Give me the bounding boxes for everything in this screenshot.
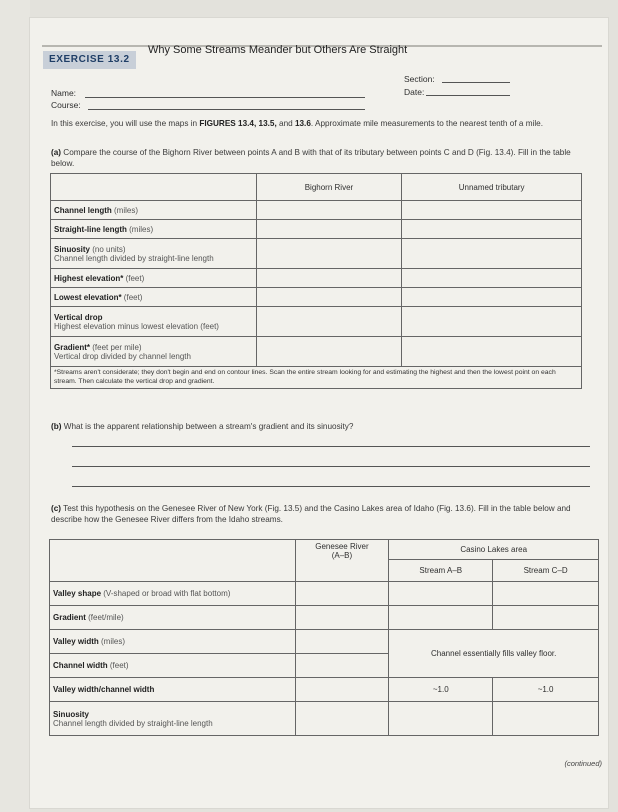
input-cell[interactable] bbox=[295, 606, 389, 630]
input-cell[interactable] bbox=[256, 239, 402, 269]
table-row bbox=[51, 307, 582, 337]
input-cell[interactable] bbox=[295, 702, 389, 736]
course-line[interactable] bbox=[88, 109, 365, 110]
part-c-col-casino: Casino Lakes area bbox=[389, 540, 599, 560]
part-c-col-stream-ab: Stream A–B bbox=[389, 560, 493, 582]
table-row bbox=[50, 606, 599, 630]
part-a-prompt: (a) Compare the course of the Bighorn River between points A and B with that of its tributary between points C and D (Fig. 13.4). Fill in the table below. bbox=[51, 148, 571, 168]
part-c-table bbox=[49, 539, 599, 736]
row-label: Sinuosity (no units) Channel length divided by straight-line length bbox=[51, 239, 257, 269]
row-label: Gradient* (feet per mile) Vertical drop divided by channel length bbox=[51, 337, 257, 367]
row-label: Highest elevation* (feet) bbox=[51, 269, 257, 288]
row-label: Valley shape (V-shaped or broad with flat bottom) bbox=[50, 582, 296, 606]
part-c-prompt: (c) Test this hypothesis on the Genesee River of New York (Fig. 13.5) and the Casino Lakes area of Idaho (Fig. 13.6). Fill in the table below and describe how the Genesee River differs from the Idaho streams. bbox=[51, 504, 571, 524]
answer-line[interactable] bbox=[72, 446, 590, 447]
input-cell[interactable] bbox=[295, 678, 389, 702]
part-a-header-blank bbox=[51, 174, 257, 201]
table-row bbox=[51, 337, 582, 367]
exercise-title: Why Some Streams Meander but Others Are Straight bbox=[148, 44, 408, 56]
row-label: Vertical drop Highest elevation minus lowest elevation (feet) bbox=[51, 307, 257, 337]
input-cell[interactable] bbox=[402, 288, 582, 307]
row-label: Channel length (miles) bbox=[51, 201, 257, 220]
part-c-col-genesee: Genesee River (A–B) bbox=[295, 540, 389, 582]
row-label: Valley width (miles) bbox=[50, 630, 296, 654]
table-row bbox=[50, 582, 599, 606]
table-row bbox=[51, 269, 582, 288]
merged-note-cell: Channel essentially fills valley floor. bbox=[389, 630, 599, 678]
input-cell[interactable] bbox=[402, 220, 582, 239]
table-row bbox=[50, 630, 599, 654]
part-a-col-tributary: Unnamed tributary bbox=[402, 174, 582, 201]
input-cell[interactable] bbox=[295, 654, 389, 678]
input-cell[interactable] bbox=[256, 269, 402, 288]
ratio-value-cd: ~1.0 bbox=[493, 678, 599, 702]
section-label: Section: bbox=[404, 74, 435, 84]
input-cell[interactable] bbox=[389, 702, 493, 736]
exercise-number: EXERCISE 13.2 bbox=[43, 51, 136, 69]
course-label: Course: bbox=[51, 100, 81, 110]
section-line[interactable] bbox=[442, 82, 510, 83]
input-cell[interactable] bbox=[402, 239, 582, 269]
input-cell[interactable] bbox=[493, 582, 599, 606]
input-cell[interactable] bbox=[402, 307, 582, 337]
row-label: Straight-line length (miles) bbox=[51, 220, 257, 239]
table-row bbox=[50, 678, 599, 702]
input-cell[interactable] bbox=[493, 702, 599, 736]
intro-paragraph: In this exercise, you will use the maps in FIGURES 13.4, 13.5, and 13.6. Approximate mile measurements to the nearest tenth of a mile. bbox=[51, 119, 543, 128]
input-cell[interactable] bbox=[389, 606, 493, 630]
part-a-footnote: *Streams aren't considerate; they don't begin and end on contour lines. Scan the entire stream looking for and estimating the highest and then the lowest point on each stream. Then calculate the vertical drop and gradient. bbox=[51, 367, 582, 389]
input-cell[interactable] bbox=[389, 582, 493, 606]
input-cell[interactable] bbox=[402, 269, 582, 288]
continued-note: (continued) bbox=[564, 759, 602, 768]
table-row bbox=[50, 702, 599, 736]
input-cell[interactable] bbox=[256, 288, 402, 307]
answer-line[interactable] bbox=[72, 466, 590, 467]
input-cell[interactable] bbox=[402, 337, 582, 367]
name-line[interactable] bbox=[85, 97, 365, 98]
date-line[interactable] bbox=[426, 95, 510, 96]
input-cell[interactable] bbox=[256, 307, 402, 337]
part-c-col-stream-cd: Stream C–D bbox=[493, 560, 599, 582]
part-a-col-bighorn: Bighorn River bbox=[256, 174, 402, 201]
input-cell[interactable] bbox=[295, 582, 389, 606]
row-label: Valley width/channel width bbox=[50, 678, 296, 702]
part-a-table bbox=[50, 173, 582, 389]
part-b-prompt: (b) What is the apparent relationship between a stream's gradient and its sinuosity? bbox=[51, 422, 354, 431]
part-c-header-blank bbox=[50, 540, 296, 582]
input-cell[interactable] bbox=[493, 606, 599, 630]
input-cell[interactable] bbox=[295, 630, 389, 654]
input-cell[interactable] bbox=[256, 201, 402, 220]
row-label: Gradient (feet/mile) bbox=[50, 606, 296, 630]
ratio-value-ab: ~1.0 bbox=[389, 678, 493, 702]
input-cell[interactable] bbox=[402, 201, 582, 220]
background-edge bbox=[0, 0, 30, 812]
table-row bbox=[51, 288, 582, 307]
input-cell[interactable] bbox=[256, 337, 402, 367]
table-row bbox=[51, 239, 582, 269]
table-row bbox=[51, 201, 582, 220]
input-cell[interactable] bbox=[256, 220, 402, 239]
answer-line[interactable] bbox=[72, 486, 590, 487]
row-label: Lowest elevation* (feet) bbox=[51, 288, 257, 307]
row-label: Sinuosity Channel length divided by straight-line length bbox=[50, 702, 296, 736]
date-label: Date: bbox=[404, 87, 425, 97]
row-label: Channel width (feet) bbox=[50, 654, 296, 678]
table-row bbox=[51, 220, 582, 239]
worksheet-page bbox=[30, 18, 608, 808]
name-label: Name: bbox=[51, 88, 77, 98]
